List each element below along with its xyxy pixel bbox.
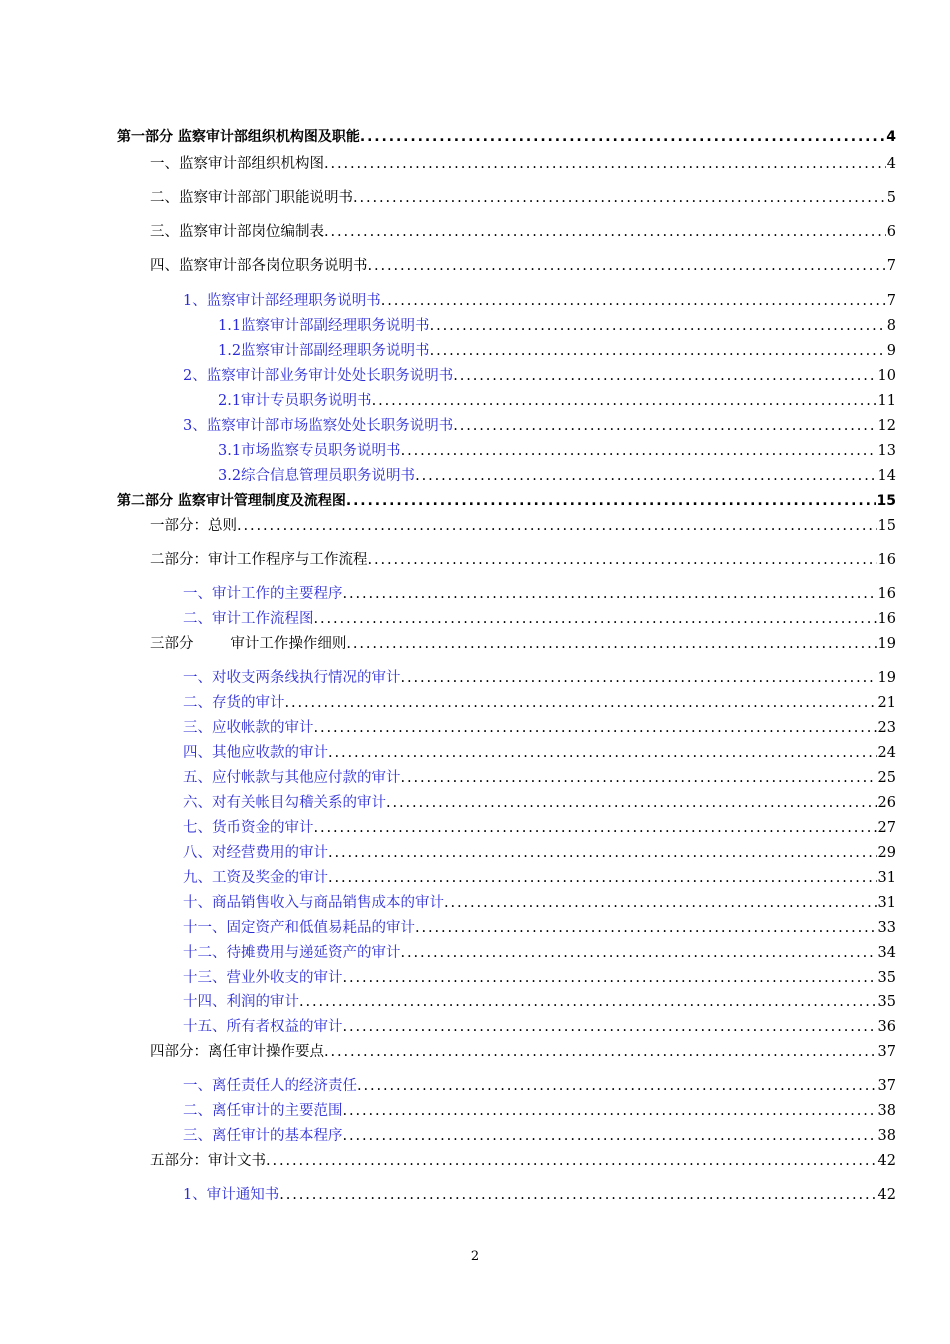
- toc-entry[interactable]: [183, 669, 896, 687]
- toc-entry-page: 35: [877, 970, 896, 986]
- toc-entry-title: 3.1市场监察专员职务说明书: [218, 443, 401, 459]
- toc-entry[interactable]: [183, 1102, 896, 1120]
- toc-entry-page: 34: [877, 945, 896, 961]
- toc-entry-page: 14: [877, 468, 896, 484]
- toc-entry-title: 2、监察审计部业务审计处处长职务说明书: [183, 368, 454, 384]
- toc-leader-dots: [368, 551, 877, 569]
- toc-entry-title: 六、对有关帐目勾稽关系的审计: [183, 795, 386, 811]
- toc-leader-dots: [444, 894, 877, 912]
- toc-leader-dots: [324, 223, 886, 241]
- toc-leader-dots: [430, 317, 886, 335]
- toc-entry[interactable]: [218, 442, 896, 460]
- toc-entry-page: 11: [877, 393, 896, 409]
- toc-entry-page: 42: [877, 1153, 896, 1169]
- toc-entry-title: 一、监察审计部组织机构图: [150, 156, 324, 172]
- toc-entry-title: 三部分 审计工作操作细则: [150, 636, 347, 652]
- toc-entry-title: 三、应收帐款的审计: [183, 720, 314, 736]
- toc-leader-dots: [328, 844, 877, 862]
- toc-entry-title: 四、其他应收款的审计: [183, 745, 328, 761]
- toc-entry-title: 1.2监察审计部副经理职务说明书: [218, 343, 430, 359]
- toc-leader-dots: [314, 719, 877, 737]
- toc-entry-title: 九、工资及奖金的审计: [183, 870, 328, 886]
- toc-entry[interactable]: [150, 1152, 896, 1170]
- toc-leader-dots: [401, 944, 877, 962]
- page-number: 2: [470, 1249, 480, 1264]
- toc-entry-title: 1.1监察审计部副经理职务说明书: [218, 318, 430, 334]
- toc-entry[interactable]: [117, 128, 896, 146]
- toc-entry[interactable]: [150, 257, 896, 275]
- toc-entry-page: 4: [886, 156, 896, 172]
- toc-entry-page: 13: [877, 443, 896, 459]
- toc-leader-dots: [346, 635, 876, 653]
- toc-entry-title: 1、监察审计部经理职务说明书: [183, 293, 381, 309]
- toc-entry-page: 29: [877, 845, 896, 861]
- toc-leader-dots: [328, 869, 877, 887]
- toc-leader-dots: [343, 969, 877, 987]
- toc-entry-page: 16: [877, 586, 896, 602]
- toc-entry[interactable]: [150, 1043, 896, 1061]
- toc-leader-dots: [237, 517, 877, 535]
- toc-entry[interactable]: [183, 794, 896, 812]
- toc-entry-page: 36: [877, 1019, 896, 1035]
- toc-entry-page: 24: [877, 745, 896, 761]
- toc-entry-page: 12: [877, 418, 896, 434]
- toc-leader-dots: [343, 1102, 877, 1120]
- toc-entry-title: 三、监察审计部岗位编制表: [150, 224, 324, 240]
- toc-entry[interactable]: [183, 1077, 896, 1095]
- toc-leader-dots: [314, 819, 877, 837]
- toc-entry[interactable]: [218, 317, 896, 335]
- toc-entry[interactable]: [183, 944, 896, 962]
- toc-leader-dots: [328, 744, 877, 762]
- toc-entry[interactable]: [183, 417, 896, 435]
- toc-entry[interactable]: [183, 1186, 896, 1204]
- toc-leader-dots: [346, 492, 876, 510]
- toc-entry-title: 一、审计工作的主要程序: [183, 586, 343, 602]
- toc-entry[interactable]: [117, 492, 896, 510]
- toc-entry-title: 四部分：离任审计操作要点: [150, 1044, 324, 1060]
- toc-leader-dots: [453, 417, 876, 435]
- toc-entry-page: 42: [877, 1187, 896, 1203]
- toc-entry[interactable]: [183, 744, 896, 762]
- toc-entry-page: 31: [877, 895, 896, 911]
- toc-entry[interactable]: [218, 467, 896, 485]
- toc-entry-title: 十五、所有者权益的审计: [183, 1019, 343, 1035]
- toc-leader-dots: [430, 342, 886, 360]
- toc-entry-page: 7: [886, 258, 896, 274]
- toc-entry-page: 10: [877, 368, 896, 384]
- toc-entry[interactable]: [183, 585, 896, 603]
- toc-entry[interactable]: [183, 367, 896, 385]
- toc-entry[interactable]: [150, 635, 896, 653]
- toc-entry-page: 16: [877, 611, 896, 627]
- toc-entry-title: 一、对收支两条线执行情况的审计: [183, 670, 401, 686]
- toc-entry[interactable]: [183, 993, 896, 1011]
- toc-leader-dots: [314, 610, 877, 628]
- toc-entry-page: 25: [877, 770, 896, 786]
- toc-entry-page: 37: [877, 1044, 896, 1060]
- toc-entry-title: 二、离任审计的主要范围: [183, 1103, 343, 1119]
- toc-leader-dots: [343, 1018, 877, 1036]
- toc-entry-title: 二、存货的审计: [183, 695, 285, 711]
- toc-entry[interactable]: [183, 919, 896, 937]
- toc-entry-page: 38: [877, 1128, 896, 1144]
- toc-entry[interactable]: [150, 223, 896, 241]
- toc-leader-dots: [343, 585, 877, 603]
- toc-entry[interactable]: [183, 894, 896, 912]
- toc-leader-dots: [453, 367, 876, 385]
- toc-leader-dots: [415, 919, 877, 937]
- toc-entry[interactable]: [218, 342, 896, 360]
- toc-entry-page: 19: [877, 636, 896, 652]
- toc-leader-dots: [386, 794, 877, 812]
- toc-entry-title: 三、离任审计的基本程序: [183, 1128, 343, 1144]
- toc-entry-page: 21: [877, 695, 896, 711]
- toc-leader-dots: [368, 257, 886, 275]
- toc-entry-page: 7: [886, 293, 896, 309]
- toc-entry-title: 五部分：审计文书: [150, 1153, 266, 1169]
- toc-entry-title: 十二、待摊费用与递延资产的审计: [183, 945, 401, 961]
- toc-leader-dots: [415, 467, 876, 485]
- toc-entry-title: 一、离任责任人的经济责任: [183, 1078, 357, 1094]
- toc-entry[interactable]: [183, 694, 896, 712]
- toc-leader-dots: [266, 1152, 877, 1170]
- toc-entry-page: 38: [877, 1103, 896, 1119]
- toc-entry-title: 十三、营业外收支的审计: [183, 970, 343, 986]
- toc-leader-dots: [299, 993, 877, 1011]
- toc-entry-page: 33: [877, 920, 896, 936]
- toc-entry-title: 3、监察审计部市场监察处处长职务说明书: [183, 418, 454, 434]
- toc-entry-page: 35: [877, 994, 896, 1010]
- toc-entry[interactable]: [183, 819, 896, 837]
- toc-entry-page: 6: [886, 224, 896, 240]
- toc-entry-page: 19: [877, 670, 896, 686]
- toc-entry-title: 二、审计工作流程图: [183, 611, 314, 627]
- toc-leader-dots: [324, 1043, 877, 1061]
- toc-entry[interactable]: [150, 155, 896, 173]
- toc-entry-page: 31: [877, 870, 896, 886]
- toc-entry-page: 15: [877, 518, 896, 534]
- toc-entry-title: 十四、利润的审计: [183, 994, 299, 1010]
- toc-leader-dots: [360, 128, 885, 146]
- toc-entry-page: 27: [877, 820, 896, 836]
- toc-entry-page: 5: [886, 190, 896, 206]
- toc-entry-page: 23: [877, 720, 896, 736]
- toc-entry-page: 15: [876, 493, 896, 509]
- toc-entry-page: 8: [886, 318, 896, 334]
- toc-leader-dots: [372, 392, 877, 410]
- toc-entry-title: 二、监察审计部部门职能说明书: [150, 190, 353, 206]
- toc-entry[interactable]: [183, 1018, 896, 1036]
- toc-entry-title: 七、货币资金的审计: [183, 820, 314, 836]
- toc-leader-dots: [279, 1186, 876, 1204]
- toc-entry-title: 一部分：总则: [150, 518, 237, 534]
- toc-entry[interactable]: [183, 969, 896, 987]
- toc-entry-title: 第二部分 监察审计管理制度及流程图: [117, 493, 346, 509]
- toc-entry-title: 十、商品销售收入与商品销售成本的审计: [183, 895, 444, 911]
- toc-entry-title: 五、应付帐款与其他应付款的审计: [183, 770, 401, 786]
- toc-entry-title: 二部分：审计工作程序与工作流程: [150, 552, 368, 568]
- toc-leader-dots: [381, 292, 886, 310]
- toc-entry[interactable]: [183, 769, 896, 787]
- toc-leader-dots: [353, 189, 886, 207]
- toc-entry-title: 3.2综合信息管理员职务说明书: [218, 468, 416, 484]
- toc-entry[interactable]: [150, 517, 896, 535]
- toc-entry-title: 八、对经营费用的审计: [183, 845, 328, 861]
- toc-entry[interactable]: [150, 551, 896, 569]
- toc-entry[interactable]: [183, 844, 896, 862]
- toc-entry[interactable]: [150, 189, 896, 207]
- toc-entry-page: 37: [877, 1078, 896, 1094]
- toc-leader-dots: [357, 1077, 877, 1095]
- toc-entry-title: 四、监察审计部各岗位职务说明书: [150, 258, 368, 274]
- toc-entry-title: 第一部分 监察审计部组织机构图及职能: [117, 129, 360, 145]
- toc-entry-page: 4: [886, 129, 896, 145]
- toc-leader-dots: [324, 155, 886, 173]
- toc-entry-title: 2.1审计专员职务说明书: [218, 393, 372, 409]
- toc-entry-page: 16: [877, 552, 896, 568]
- toc-entry-title: 1、审计通知书: [183, 1187, 280, 1203]
- toc-leader-dots: [401, 669, 877, 687]
- toc-entry[interactable]: [183, 292, 896, 310]
- toc-entry-page: 26: [877, 795, 896, 811]
- toc-entry-title: 十一、固定资产和低值易耗品的审计: [183, 920, 415, 936]
- toc-entry[interactable]: [183, 610, 896, 628]
- toc-entry[interactable]: [183, 1127, 896, 1145]
- toc-entry[interactable]: [218, 392, 896, 410]
- toc-leader-dots: [401, 769, 877, 787]
- toc-entry[interactable]: [183, 719, 896, 737]
- toc-entry[interactable]: [183, 869, 896, 887]
- toc-leader-dots: [285, 694, 877, 712]
- toc-leader-dots: [401, 442, 877, 460]
- toc-entry-page: 9: [886, 343, 896, 359]
- toc-leader-dots: [343, 1127, 877, 1145]
